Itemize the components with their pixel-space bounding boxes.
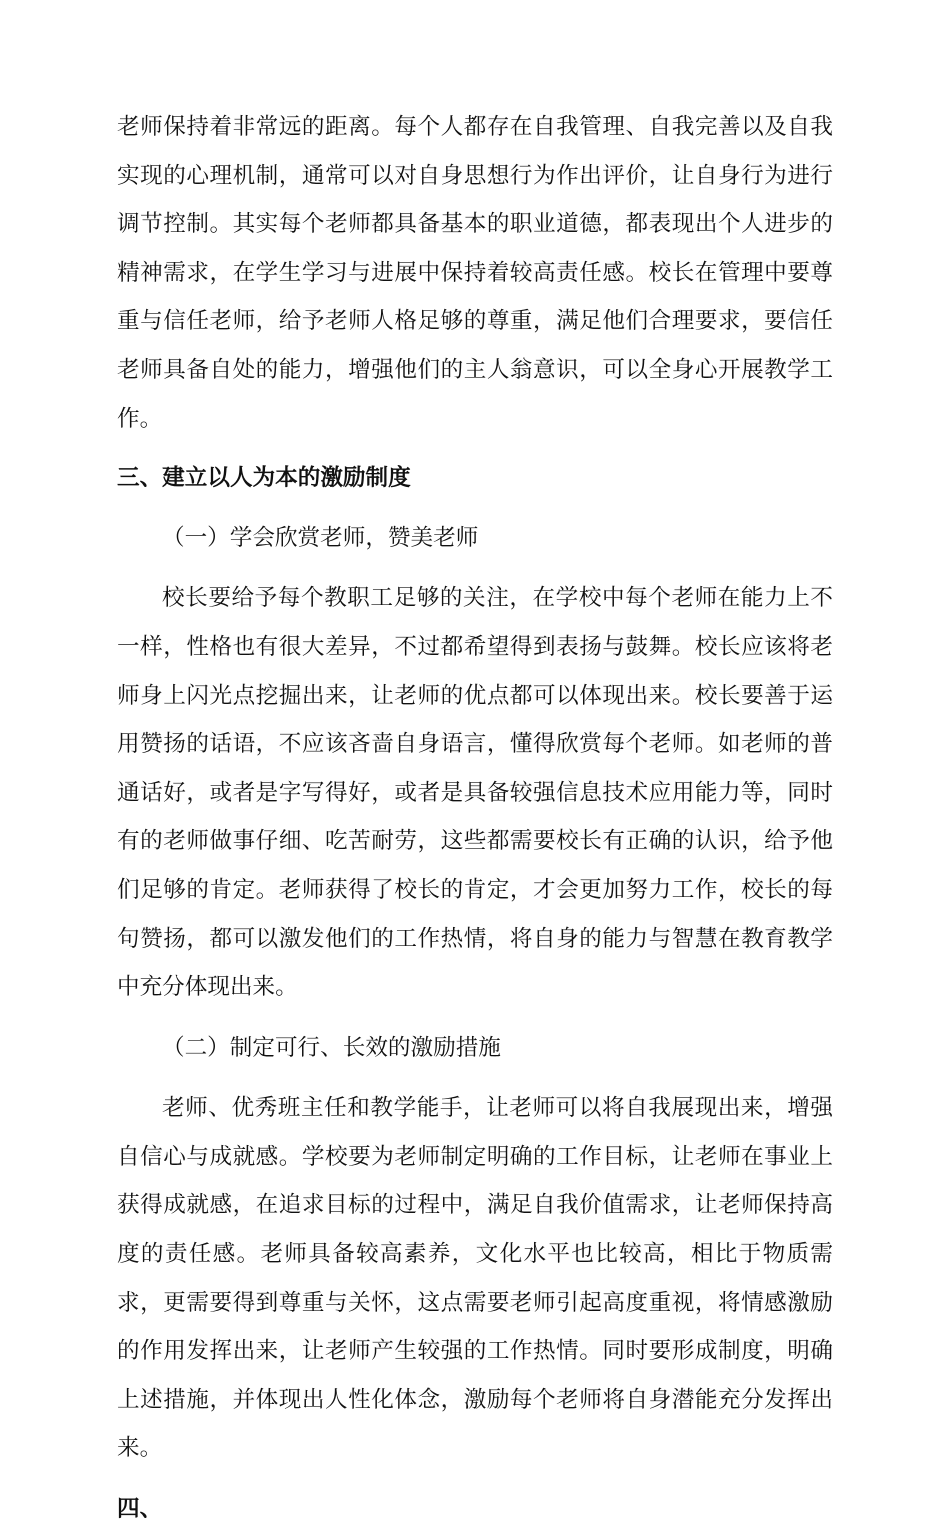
section-heading: 四、 xyxy=(117,1496,163,1523)
spacer xyxy=(117,562,833,574)
spacer xyxy=(117,503,833,514)
body-paragraph: 校长要给予每个教职工足够的关注，在学校中每个老师在能力上不一样，性格也有很大差异，不过都希望得到表扬与鼓舞。校长应该将老师身上闪光点挖掘出来，让老师的优点都可以体现出来。校长要善于运用赞扬的话语，不应该吝啬自身语言，懂得欣赏每个老师。如老师的普通话好，或者是字写得好，或者是具备较强信息技术应用能力等，同时有的老师做事仔细、吃苦耐劳，这些都需要校长有正确的认识，给予他们足够的肯定。老师获得了校长的肯定，才会更加努力工作，校长的每句赞扬，都可以激发他们的工作热情，将自身的能力与智慧在教育教学中充分体现出来。 xyxy=(117,585,833,1001)
spacer xyxy=(117,443,833,454)
document-page xyxy=(117,103,833,1534)
spacer xyxy=(117,1473,833,1485)
subsection-heading: （一）学会欣赏老师，赞美老师 xyxy=(162,524,479,551)
section-heading: 三、建立以人为本的激励制度 xyxy=(117,465,411,492)
spacer xyxy=(117,1012,833,1024)
subsection-heading: （二）制定可行、长效的激励措施 xyxy=(162,1034,501,1061)
body-paragraph: 老师、优秀班主任和教学能手，让老师可以将自我展现出来，增强自信心与成就感。学校要为老师制定明确的工作目标，让老师在事业上获得成就感，在追求目标的过程中，满足自我价值需求，让老师保持高度的责任感。老师具备较高素养，文化水平也比较高，相比于物质需求，更需要得到尊重与关怀，这点需要老师引起高度重视，将情感激励的作用发挥出来，让老师产生较强的工作热情。同时要形成制度，明确上述措施，并体现出人性化体念，激励每个老师将自身潜能充分发挥出来。 xyxy=(117,1095,833,1462)
spacer xyxy=(117,1072,833,1084)
body-paragraph: 老师保持着非常远的距离。每个人都存在自我管理、自我完善以及自我实现的心理机制，通常可以对自身思想行为作出评价，让自身行为进行调节控制。其实每个老师都具备基本的职业道德，都表现出个人进步的精神需求，在学生学习与进展中保持着较高责任感。校长在管理中要尊重与信任老师，给予老师人格足够的尊重，满足他们合理要求，要信任老师具备自处的能力，增强他们的主人翁意识，可以全身心开展教学工作。 xyxy=(117,114,833,432)
